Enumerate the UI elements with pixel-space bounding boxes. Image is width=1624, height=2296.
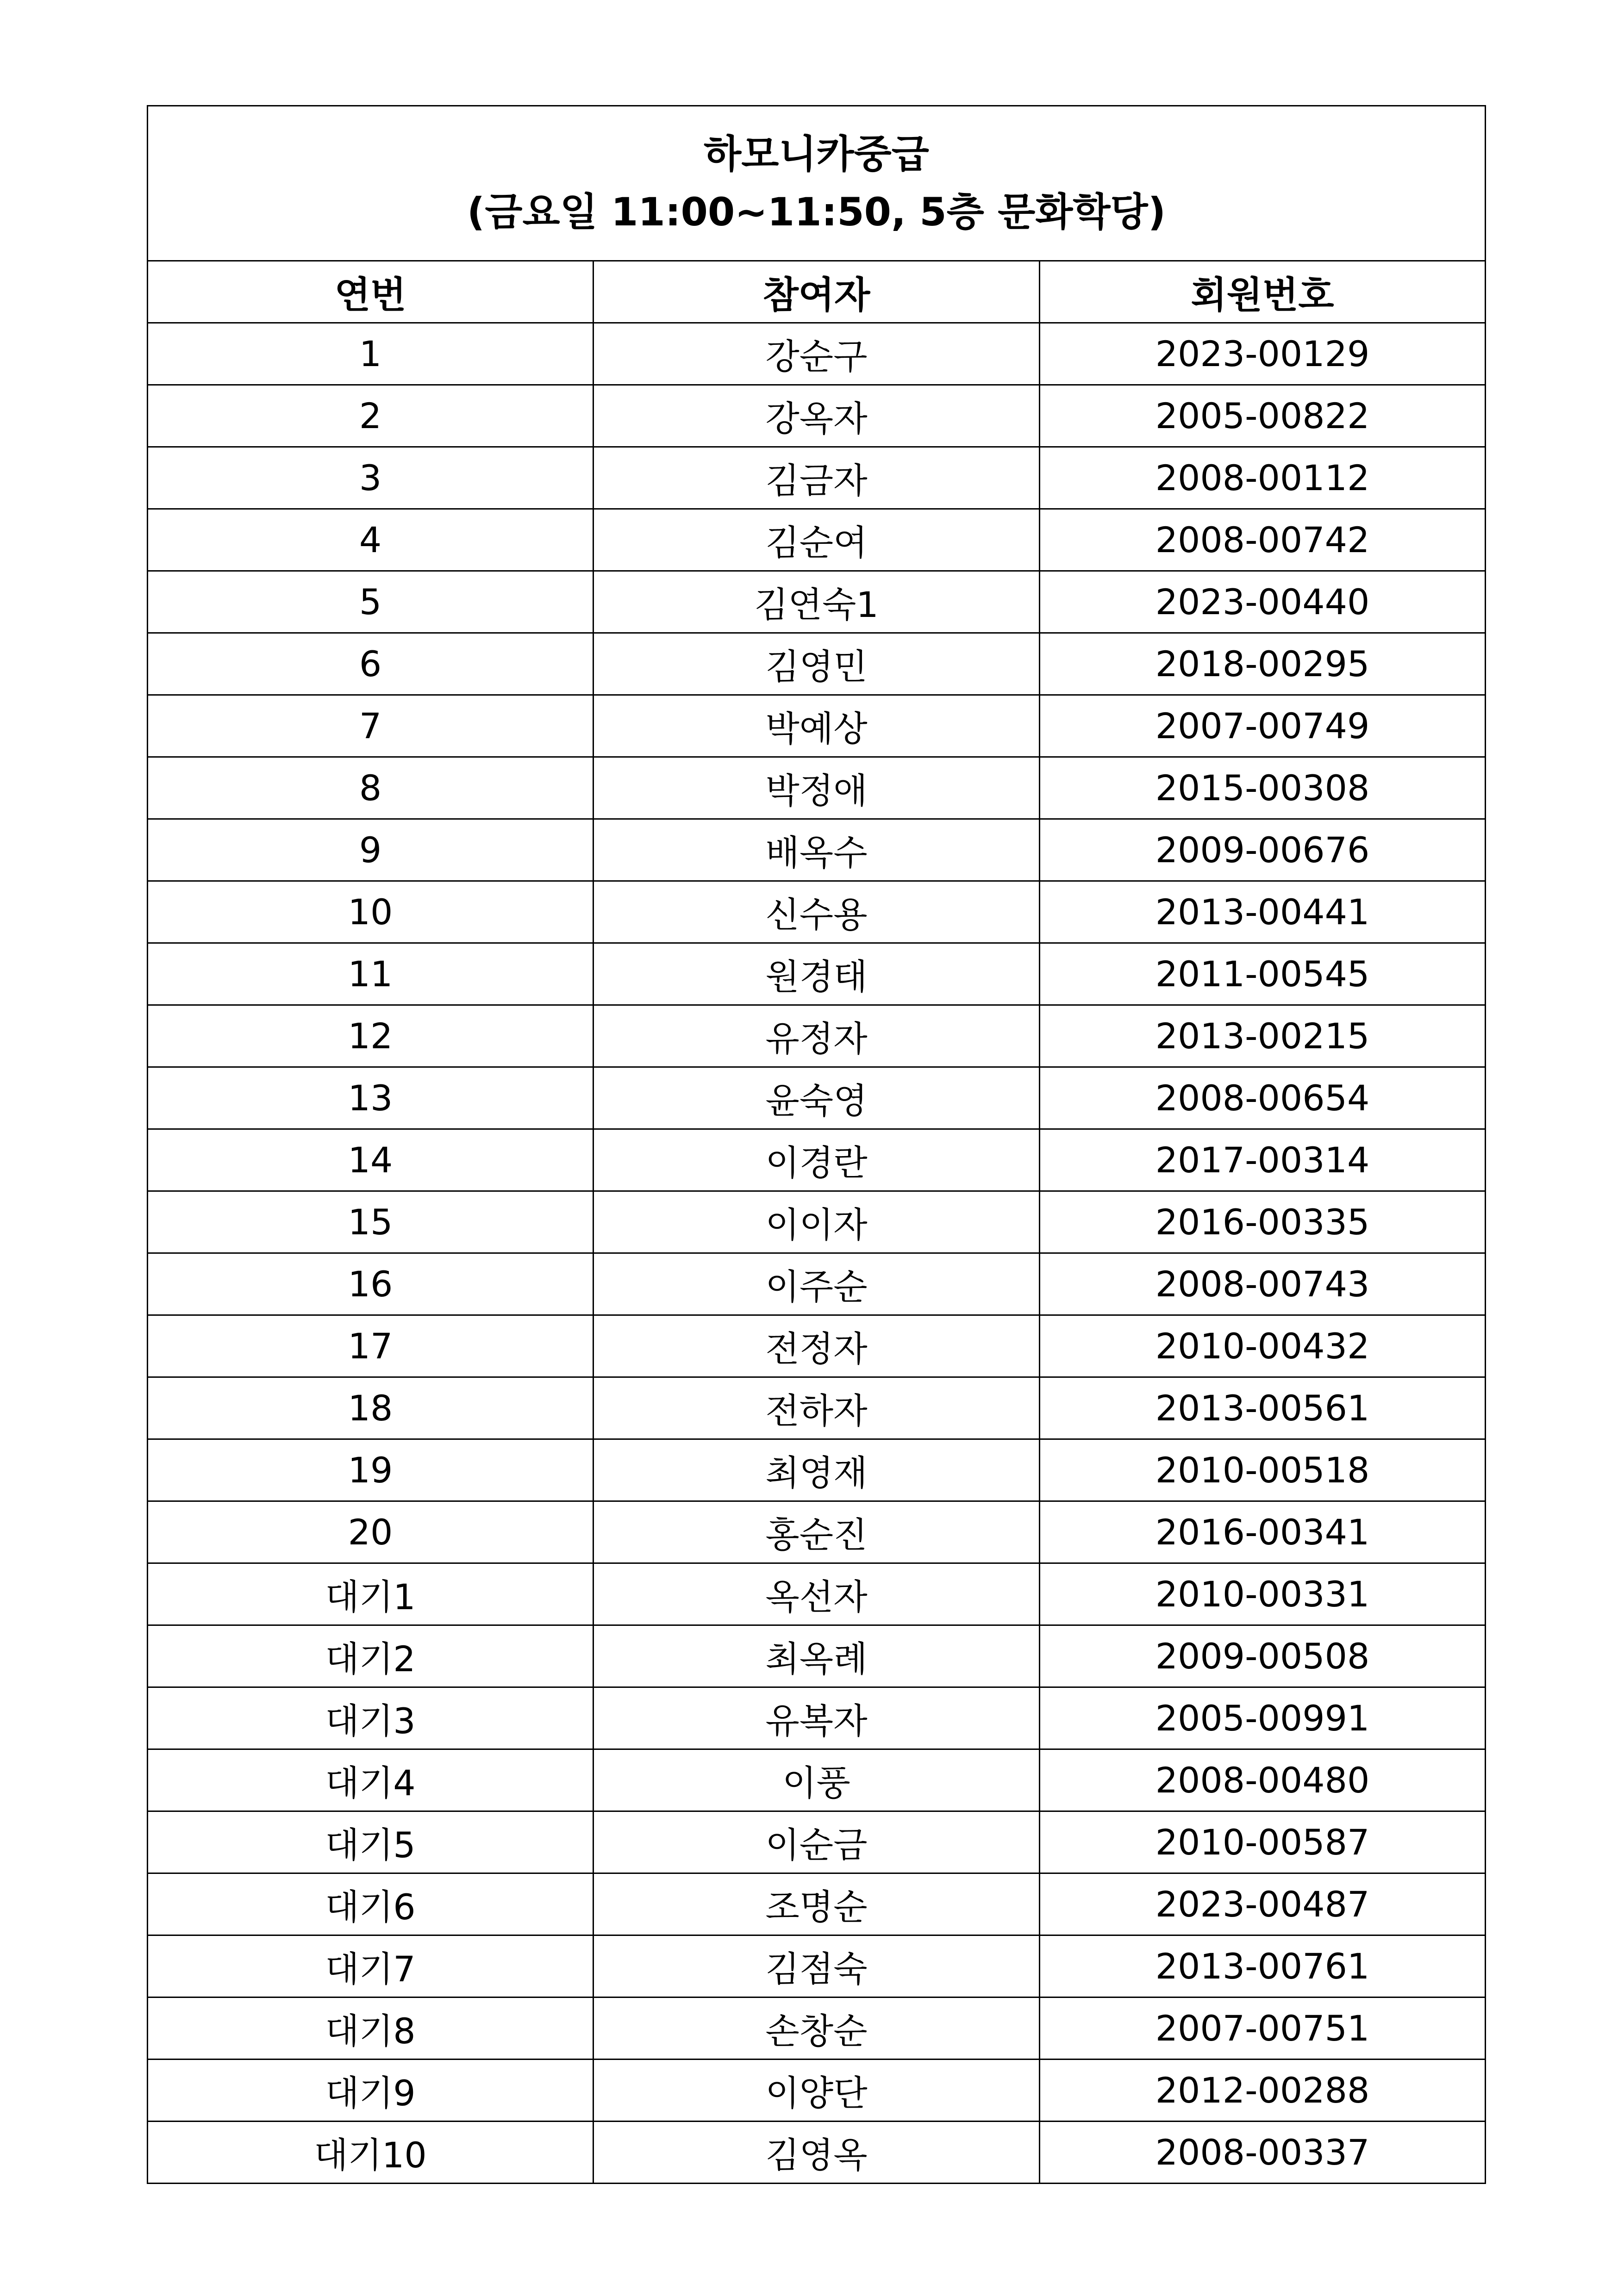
- table-row: [148, 1253, 1486, 1315]
- cell-participant: 이주순: [593, 1253, 1040, 1315]
- table-row: [148, 323, 1486, 385]
- cell-member-id: 2008-00742: [1040, 509, 1486, 571]
- cell-member-id: 2017-00314: [1040, 1129, 1486, 1191]
- cell-number: 14: [148, 1129, 593, 1191]
- cell-member-id: 2007-00751: [1040, 1997, 1486, 2060]
- table-row: [148, 447, 1486, 509]
- cell-number: 5: [148, 571, 593, 633]
- title-row: [148, 106, 1486, 261]
- cell-number: 10: [148, 881, 593, 943]
- table-row: [148, 1067, 1486, 1129]
- cell-member-id: 2005-00822: [1040, 385, 1486, 447]
- cell-participant: 전하자: [593, 1377, 1040, 1439]
- cell-member-id: 2012-00288: [1040, 2060, 1486, 2122]
- cell-member-id: 2008-00480: [1040, 1749, 1486, 1811]
- table-row: [148, 943, 1486, 1005]
- cell-member-id: 2010-00432: [1040, 1315, 1486, 1377]
- cell-member-id: 2009-00508: [1040, 1625, 1486, 1687]
- cell-participant: 김연숙1: [593, 571, 1040, 633]
- cell-member-id: 2011-00545: [1040, 943, 1486, 1005]
- cell-number: 대기10: [148, 2122, 593, 2184]
- cell-number: 대기9: [148, 2060, 593, 2122]
- title-schedule: (금요일 11:00~11:50, 5층 문화학당): [467, 189, 1166, 235]
- cell-participant: 윤숙영: [593, 1067, 1040, 1129]
- cell-member-id: 2013-00215: [1040, 1005, 1486, 1067]
- cell-member-id: 2013-00441: [1040, 881, 1486, 943]
- cell-member-id: 2023-00129: [1040, 323, 1486, 385]
- cell-member-id: 2023-00440: [1040, 571, 1486, 633]
- cell-participant: 신수용: [593, 881, 1040, 943]
- column-header-member-id: 회원번호: [1040, 261, 1486, 323]
- cell-participant: 김금자: [593, 447, 1040, 509]
- cell-member-id: 2016-00341: [1040, 1501, 1486, 1563]
- table-row: [148, 1563, 1486, 1625]
- cell-number: 3: [148, 447, 593, 509]
- cell-participant: 이경란: [593, 1129, 1040, 1191]
- cell-number: 17: [148, 1315, 593, 1377]
- roster-table: [147, 105, 1486, 2184]
- cell-participant: 유정자: [593, 1005, 1040, 1067]
- table-row: [148, 1439, 1486, 1501]
- table-title: [148, 106, 1486, 261]
- cell-number: 11: [148, 943, 593, 1005]
- table-row: [148, 1625, 1486, 1687]
- cell-number: 대기2: [148, 1625, 593, 1687]
- table-row: [148, 1687, 1486, 1749]
- cell-number: 16: [148, 1253, 593, 1315]
- column-header-number: 연번: [148, 261, 593, 323]
- cell-member-id: 2008-00654: [1040, 1067, 1486, 1129]
- cell-number: 9: [148, 819, 593, 881]
- table-row: [148, 1749, 1486, 1811]
- cell-member-id: 2008-00112: [1040, 447, 1486, 509]
- cell-participant: 이양단: [593, 2060, 1040, 2122]
- table-row: [148, 1873, 1486, 1935]
- cell-number: 대기1: [148, 1563, 593, 1625]
- table-row: [148, 1315, 1486, 1377]
- cell-number: 대기5: [148, 1811, 593, 1873]
- cell-participant: 이풍: [593, 1749, 1040, 1811]
- cell-member-id: 2010-00331: [1040, 1563, 1486, 1625]
- cell-number: 7: [148, 695, 593, 757]
- cell-participant: 이이자: [593, 1191, 1040, 1253]
- cell-member-id: 2018-00295: [1040, 633, 1486, 695]
- cell-participant: 원경태: [593, 943, 1040, 1005]
- table-row: [148, 1997, 1486, 2060]
- cell-number: 18: [148, 1377, 593, 1439]
- cell-number: 19: [148, 1439, 593, 1501]
- table-row: [148, 385, 1486, 447]
- cell-number: 4: [148, 509, 593, 571]
- cell-member-id: 2013-00561: [1040, 1377, 1486, 1439]
- cell-number: 대기3: [148, 1687, 593, 1749]
- table-row: [148, 881, 1486, 943]
- cell-member-id: 2007-00749: [1040, 695, 1486, 757]
- cell-participant: 박예상: [593, 695, 1040, 757]
- cell-participant: 강순구: [593, 323, 1040, 385]
- table-row: [148, 571, 1486, 633]
- cell-participant: 홍순진: [593, 1501, 1040, 1563]
- table-row: [148, 2122, 1486, 2184]
- cell-number: 15: [148, 1191, 593, 1253]
- cell-participant: 김순여: [593, 509, 1040, 571]
- cell-participant: 최옥례: [593, 1625, 1040, 1687]
- cell-participant: 박정애: [593, 757, 1040, 819]
- table-row: [148, 1191, 1486, 1253]
- cell-member-id: 2008-00337: [1040, 2122, 1486, 2184]
- cell-member-id: 2013-00761: [1040, 1935, 1486, 1997]
- cell-number: 2: [148, 385, 593, 447]
- cell-member-id: 2023-00487: [1040, 1873, 1486, 1935]
- cell-participant: 손창순: [593, 1997, 1040, 2060]
- table-row: [148, 1501, 1486, 1563]
- table-row: [148, 1935, 1486, 1997]
- cell-member-id: 2010-00587: [1040, 1811, 1486, 1873]
- cell-participant: 이순금: [593, 1811, 1040, 1873]
- cell-member-id: 2009-00676: [1040, 819, 1486, 881]
- cell-number: 13: [148, 1067, 593, 1129]
- table-row: [148, 633, 1486, 695]
- cell-member-id: 2016-00335: [1040, 1191, 1486, 1253]
- cell-number: 6: [148, 633, 593, 695]
- cell-number: 20: [148, 1501, 593, 1563]
- table-row: [148, 1811, 1486, 1873]
- cell-member-id: 2005-00991: [1040, 1687, 1486, 1749]
- column-header-participant: 참여자: [593, 261, 1040, 323]
- cell-participant: 김영민: [593, 633, 1040, 695]
- table-row: [148, 1377, 1486, 1439]
- table-row: [148, 509, 1486, 571]
- cell-member-id: 2015-00308: [1040, 757, 1486, 819]
- cell-participant: 김점숙: [593, 1935, 1040, 1997]
- cell-participant: 유복자: [593, 1687, 1040, 1749]
- table-row: [148, 1129, 1486, 1191]
- table-body: [148, 323, 1486, 2184]
- cell-number: 대기4: [148, 1749, 593, 1811]
- table-row: [148, 819, 1486, 881]
- cell-member-id: 2010-00518: [1040, 1439, 1486, 1501]
- header-row: [148, 261, 1486, 323]
- cell-participant: 전정자: [593, 1315, 1040, 1377]
- table-row: [148, 757, 1486, 819]
- cell-participant: 김영옥: [593, 2122, 1040, 2184]
- table-row: [148, 2060, 1486, 2122]
- cell-number: 8: [148, 757, 593, 819]
- cell-number: 대기6: [148, 1873, 593, 1935]
- cell-participant: 강옥자: [593, 385, 1040, 447]
- cell-number: 대기7: [148, 1935, 593, 1997]
- table-row: [148, 1005, 1486, 1067]
- cell-number: 12: [148, 1005, 593, 1067]
- cell-participant: 최영재: [593, 1439, 1040, 1501]
- cell-number: 대기8: [148, 1997, 593, 2060]
- cell-member-id: 2008-00743: [1040, 1253, 1486, 1315]
- table-row: [148, 695, 1486, 757]
- cell-number: 1: [148, 323, 593, 385]
- cell-participant: 배옥수: [593, 819, 1040, 881]
- cell-participant: 조명순: [593, 1873, 1040, 1935]
- cell-participant: 옥선자: [593, 1563, 1040, 1625]
- title-class-name: 하모니카중급: [704, 131, 929, 177]
